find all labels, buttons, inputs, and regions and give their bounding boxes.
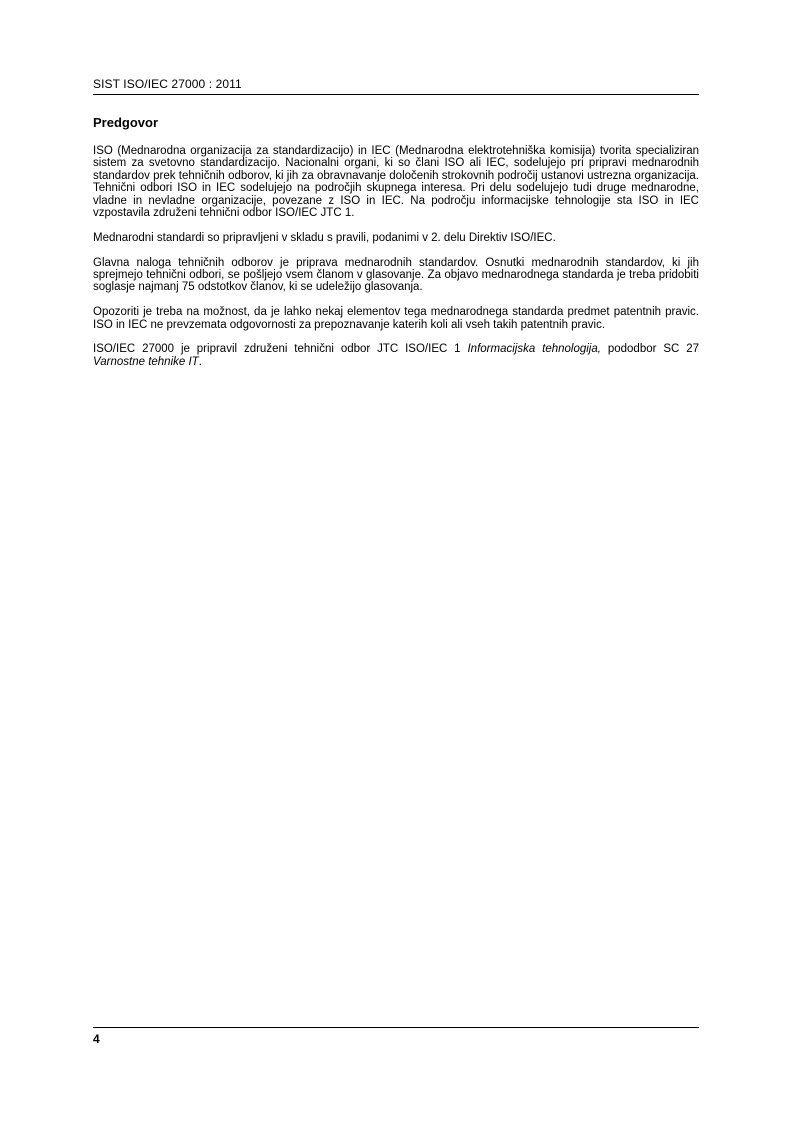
body-text (93, 145, 699, 381)
paragraph-5-text-1: ISO/IEC 27000 je pripravil združeni tehnični odbor JTC ISO/IEC 1 (93, 343, 468, 356)
paragraph-4: Opozoriti je treba na možnost, da je lahko nekaj elementov tega mednarodnega standarda predmet patentnih pravic. ISO in IEC ne prevzemata odgovornosti za prepoznavanje katerih koli ali vseh takih patentnih pravic. (93, 306, 699, 331)
page-number: 4 (93, 1032, 100, 1046)
paragraph-5 (93, 343, 699, 368)
header-document-id: SIST ISO/IEC 27000 : 2011 (93, 77, 242, 91)
paragraph-5-text-2: pododbor SC 27 (600, 343, 700, 356)
header-rule (93, 94, 699, 95)
section-title: Predgovor (93, 115, 159, 130)
paragraph-5-italic-2: Varnostne tehnike IT (93, 355, 199, 368)
paragraph-2: Mednarodni standardi so pripravljeni v skladu s pravili, podanimi v 2. delu Direktiv ISO/IEC. (93, 231, 556, 244)
paragraph-3: Glavna naloga tehničnih odborov je priprava mednarodnih standardov. Osnutki mednarodnih standardov, ki jih sprejmejo tehnični odbori, se pošljejo vsem članom v glasovanje. Za objavo mednarodnega standarda je treba pridobiti soglasje najmanj 75 odstotkov članov, ki se udeležijo glasovanja. (93, 256, 699, 294)
paragraph-5-text-3: . (198, 355, 202, 368)
paragraph-5-italic-1: Informacijska tehnologija, (467, 343, 601, 356)
paragraph-1: ISO (Mednarodna organizacija za standardizacijo) in IEC (Mednarodna elektrotehniška komisija) tvorita specializiran sistem za svetovno standardizacijo. Nacionalni organi, ki so člani ISO ali IEC, sodelujejo pri pripravi mednarodnih standardov prek tehničnih odborov, ki jih za obravnavanje določenih strokovnih področij ustanovi ustrezna organizacija. Tehnični odbori ISO in IEC sodelujejo na področjih skupnega interesa. Pri delu sodelujejo tudi druge mednarodne, vladne in nevladne organizacije, povezane z ISO in IEC. Na področju informacijske tehnologije sta ISO in IEC vzpostavila združeni tehnični odbor ISO/IEC JTC 1. (93, 145, 699, 220)
footer-rule (93, 1027, 699, 1028)
